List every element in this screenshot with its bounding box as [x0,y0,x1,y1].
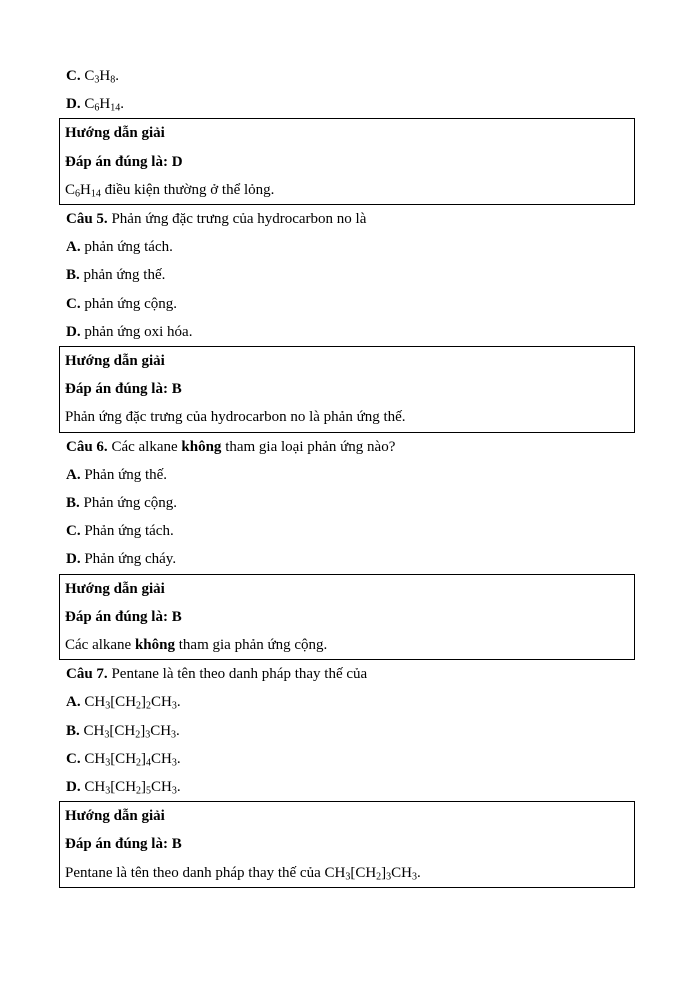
text-segment: . [120,96,124,113]
subscript-text: 2 [376,871,382,883]
text-segment: . [115,68,119,84]
correct-answer-line [65,375,629,403]
subscript-text: 5 [146,785,152,797]
bold-text: Đáp án đúng là: B [65,608,182,625]
subscript-text: 3 [171,729,177,741]
text-segment: C [65,181,76,198]
correct-answer-line [65,603,629,631]
bold-text: C. [66,750,85,767]
text-segment: H [80,181,91,198]
text-segment: ] [381,864,387,881]
answer-option [59,773,635,801]
text-segment: ] [140,722,146,739]
solution-title [65,119,629,147]
bold-text: Đáp án đúng là: B [65,836,182,853]
bold-text: A. [66,694,85,711]
subscript-text: 6 [94,102,100,114]
text-segment: Phản ứng đặc trưng của hydrocarbon no là [107,211,367,228]
text-segment: ] [141,750,147,767]
text-segment: CH [391,864,413,881]
subscript-text: 3 [412,871,418,883]
solution-box [59,801,635,888]
text-segment: . [176,779,181,796]
answer-option [59,90,635,118]
text-segment: CH [84,694,106,711]
text-segment: Pentane là tên theo danh pháp thay thế của [107,666,368,683]
subscript-text: 3 [105,785,111,797]
bold-text: A. [66,239,85,256]
text-segment: [CH [350,864,377,881]
bold-text: Hướng dẫn giải [65,808,165,825]
solution-explanation [65,631,629,659]
question-text [59,660,635,688]
text-segment: [CH [110,779,137,796]
answer-option [59,318,635,346]
solution-explanation [65,403,629,431]
answer-option [59,489,635,517]
bold-text: Câu 6. [66,438,108,455]
solution-box [59,118,635,205]
bold-text: B. [66,495,84,512]
subscript-text: 2 [136,700,142,712]
text-segment: Phản ứng cộng. [83,495,178,512]
bold-text: C. [66,295,85,312]
bold-text: D. [66,96,85,113]
text-segment: tham gia phản ứng cộng. [175,637,328,654]
text-segment: [CH [110,750,137,767]
bold-text: không [181,438,222,455]
text-segment: điều kiện thường ở thể lỏng. [100,181,275,198]
text-segment: Các alkane [65,637,135,654]
solution-title [65,575,629,603]
answer-option [59,717,635,745]
bold-text: Hướng dẫn giải [65,353,165,370]
bold-text: C. [66,523,85,540]
text-segment: Pentane là tên theo danh pháp thay thế của CH [65,864,346,881]
solution-explanation [65,176,629,204]
text-segment: CH [84,779,106,796]
answer-option [59,461,635,489]
bold-text: D. [66,779,85,796]
subscript-text: 2 [135,729,141,741]
bold-text: Hướng dẫn giải [65,125,165,142]
answer-option [59,261,635,289]
bold-text: không [134,637,175,654]
text-segment: [CH [109,722,136,739]
text-segment: CH [83,722,105,739]
bold-text: Đáp án đúng là: D [65,153,183,170]
bold-text: D. [66,323,85,340]
bold-text: B. [66,722,84,739]
text-segment: ] [141,694,147,711]
solution-title [65,802,629,830]
subscript-text: 3 [171,785,177,797]
text-segment: . [417,864,421,881]
answer-option [59,745,635,773]
text-segment: ] [141,779,147,796]
subscript-text: 14 [90,188,101,200]
text-segment: CH [151,779,172,796]
subscript-text: 3 [345,871,351,883]
bold-text: Câu 7. [66,666,108,683]
text-segment: phản ứng tách. [84,239,173,256]
text-segment: Phản ứng thế. [84,466,168,483]
subscript-text: 2 [146,700,152,712]
text-segment: CH [151,694,172,711]
subscript-text: 6 [75,188,81,200]
solution-explanation [65,859,629,887]
subscript-text: 3 [105,757,111,769]
subscript-text: 3 [171,700,177,712]
subscript-text: 2 [136,785,142,797]
text-segment: phản ứng thế. [83,267,166,284]
text-segment: CH [84,750,106,767]
text-segment: C [84,96,95,113]
text-segment: Phản ứng tách. [84,523,174,540]
solution-box [59,346,635,433]
answer-option [59,688,635,716]
answer-option [59,545,635,573]
text-segment: . [176,750,181,767]
answer-option [59,233,635,261]
bold-text: B. [66,267,84,284]
text-segment: CH [150,722,172,739]
answer-option [59,290,635,318]
text-segment: . [176,722,180,739]
text-segment: C [84,68,95,84]
bold-text: C. [66,68,85,84]
answer-option [59,517,635,545]
correct-answer-line [65,830,629,858]
correct-answer-line [65,148,629,176]
subscript-text: 3 [94,74,100,86]
text-segment: Phản ứng đặc trưng của hydrocarbon no là phản ứng thế. [65,409,406,426]
subscript-text: 3 [386,871,392,883]
text-segment: [CH [110,694,137,711]
solution-title [65,347,629,375]
question-text [59,205,635,233]
bold-text: Đáp án đúng là: B [65,381,182,398]
subscript-text: 8 [110,74,116,86]
text-segment: Phản ứng cháy. [84,551,177,568]
subscript-text: 3 [104,729,110,741]
text-segment: H [99,96,111,113]
subscript-text: 3 [145,729,151,741]
text-segment: CH [151,750,172,767]
solution-box [59,574,635,661]
subscript-text: 2 [136,757,142,769]
subscript-text: 4 [146,757,152,769]
text-segment: phản ứng oxi hóa. [84,323,193,340]
text-segment: H [99,68,111,84]
bold-text: D. [66,551,85,568]
answer-option [59,62,635,90]
bold-text: Câu 5. [66,211,108,228]
text-segment: . [176,694,181,711]
subscript-text: 3 [105,700,111,712]
subscript-text: 14 [110,102,121,114]
subscript-text: 3 [171,757,177,769]
text-segment: tham gia loại phản ứng nào? [221,438,396,455]
bold-text: A. [66,466,85,483]
text-segment: Các alkane [107,438,182,455]
text-segment: phản ứng cộng. [84,295,178,312]
bold-text: Hướng dẫn giải [65,580,165,597]
question-text [59,433,635,461]
